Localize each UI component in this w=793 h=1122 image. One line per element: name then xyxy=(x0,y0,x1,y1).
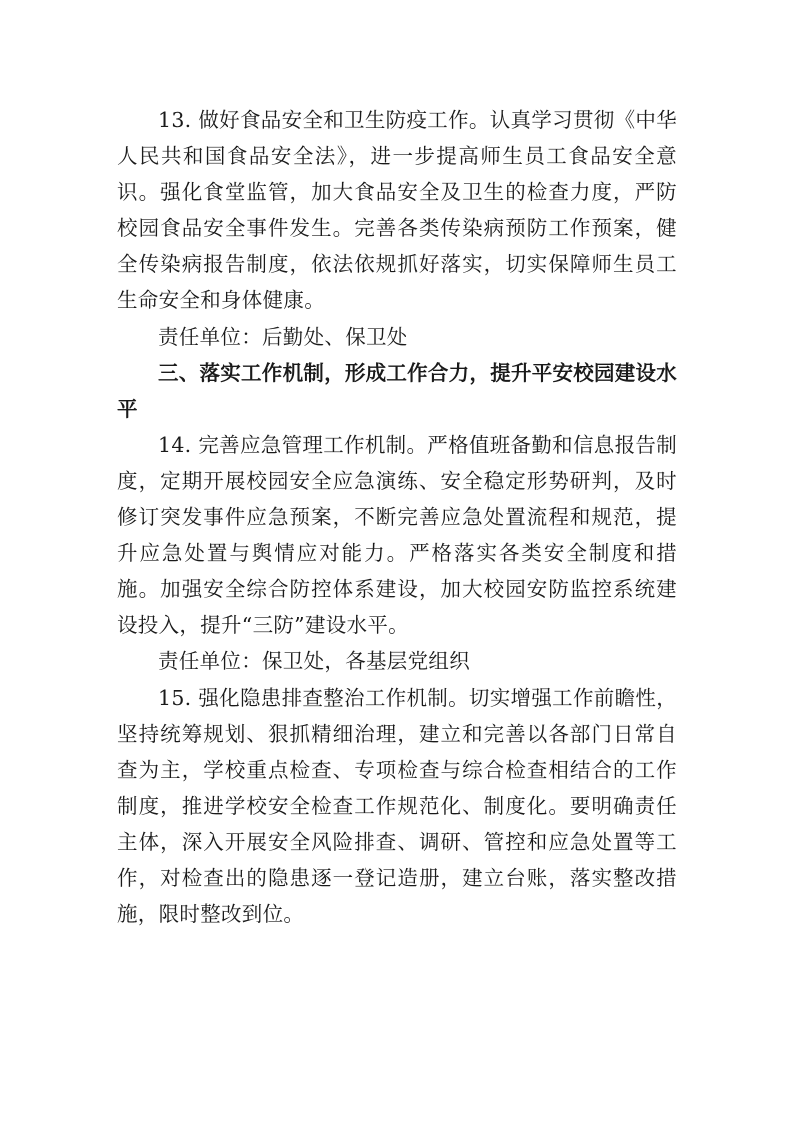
responsibility-note-13: 责任单位：后勤处、保卫处 xyxy=(158,324,408,349)
paragraph-item-13: 13. 做好食品安全和卫生防疫工作。认真学习贯彻《中华人民共和国食品安全法》，进一步提高师生员工食品安全意识。强化食堂监管，加大食品安全及卫生的检查力度，严防校园食品安全事件发生。完善各类传染病预防工作预案，健全传染病报告制度，依法依规抓好落实，切实保障师生员工生命安全和身体健康。 xyxy=(117,108,677,313)
paragraph-item-14: 14. 完善应急管理工作机制。严格值班备勤和信息报告制度，定期开展校园安全应急演练、安全稳定形势研判，及时修订突发事件应急预案，不断完善应急处置流程和规范，提升应急处置与舆情应对能力。严格落实各类安全制度和措施。加强安全综合防控体系建设，加大校园安防监控系统建设投入，提升“三防”建设水平。 xyxy=(117,432,677,638)
section-heading-3: 三、落实工作机制，形成工作合力，提升平安校园建设水平 xyxy=(117,360,677,421)
responsibility-note-14: 责任单位：保卫处，各基层党组织 xyxy=(158,649,470,674)
paragraph-item-15: 15. 强化隐患排查整治工作机制。切实增强工作前瞻性，坚持统筹规划、狠抓精细治理，建立和完善以各部门日常自查为主，学校重点检查、专项检查与综合检查相结合的工作制度，推进学校安全检查工作规范化、制度化。要明确责任主体，深入开展安全风险排查、调研、管控和应急处置等工作，对检查出的隐患逐一登记造册，建立台账，落实整改措施，限时整改到位。 xyxy=(117,685,677,927)
document-page xyxy=(117,102,677,932)
